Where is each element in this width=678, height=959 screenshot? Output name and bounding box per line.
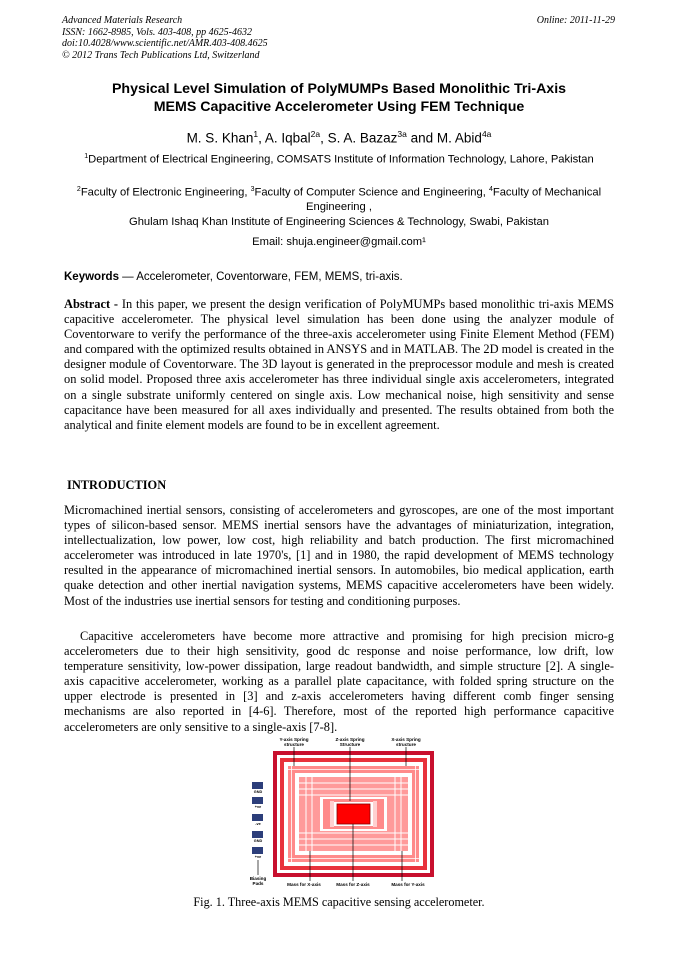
author-sup: 3a [397,129,407,139]
keywords-line [64,270,616,284]
keywords-label: Keywords [64,271,119,283]
author-name: M. S. Khan [186,130,254,146]
z-spring-left [330,801,334,827]
affiliation-sup: 3 [250,186,255,193]
label-y-spring: Y-axis Spring [279,737,309,742]
accelerometer-figure [244,735,440,890]
issn-line: ISSN: 1662-8985, Vols. 403-408, pp 4625-4632 [62,26,252,38]
author-name: M. Abid [436,130,482,146]
affiliation-sup: 2 [76,186,81,193]
label-mass-y: Mass for Y-axis [391,882,425,887]
label-y-spring-2: structure [284,742,304,747]
abstract-label: Abstract - [64,297,119,311]
author-name: A. Iqbal [264,130,311,146]
keywords-dash: — [118,271,137,283]
label-biasing-2: Pads [252,881,264,886]
pad-label-pos: +ve [254,855,262,859]
label-mass-x: Mass for X-axis [287,882,321,887]
label-x-spring-2: structure [396,742,416,747]
doi-line: doi:10.4028/www.scientific.net/AMR.403-408.4625 [62,38,268,49]
author-sup: 2a [310,129,321,139]
pad-label-gnd: GND [253,790,263,794]
intro-paragraph-2: Capacitive accelerometers have become more attractive and promising for high precision micro-g accelerometers due to their high sensitivity, good dc response and noise performance, low drift, low temperature sensitivity, low-power dissipation, large readout bandwidth, and simple structure [2]. A single-axis capacitive accelerometer, working as a parallel plate capacitance, with folded spring structure on the upper electrode is presented in [3] and z-axis accelerometers having different comb finger sensing mechanisms are also reported in [4-6]. Therefore, most of the reported high performance capacitive accelerometers are only sensitive to a single-axis [7-8]. [64,629,614,734]
affiliation-1 [66,150,612,167]
affiliation-text: Faculty of Computer Science and Engineering, [254,186,489,199]
abstract-paragraph [64,297,614,433]
affiliation-faculties [66,183,612,215]
pad-label-gnd: GND [253,839,263,843]
online-date-text: Online: 2011-11-29 [536,15,615,26]
title-line-2: MEMS Capacitive Accelerometer Using FEM Technique [153,99,525,115]
label-biasing: Biasing [249,876,267,881]
figure-caption: Fig. 1. Three-axis MEMS capacitive sensing accelerometer. [193,895,485,909]
label-z-spring-2: Structure [339,742,361,747]
label-x-spring: X-axis Spring [391,737,421,742]
title-line-1: Physical Level Simulation of PolyMUMPs Based Monolithic Tri-Axis [111,81,567,97]
author-sup: 4a [481,129,492,139]
paper-title [60,80,618,116]
z-spring-right [373,801,377,827]
affiliation-institute: Ghulam Ishaq Khan Institute of Engineering Sciences & Technology, Swabi, Pakistan [129,215,549,228]
abstract-text: In this paper, we present the design verification of PolyMUMPs based monolithic tri-axis MEMS capacitive accelerometer. The physical level simulation has been done using the analyzer module of Coventorware to verify the performance of the three-axis accelerometer using Finite Element Method (FEM) and compared with the optimized results obtained in ANSYS and in MATLAB. The 2D model is created in the designer module of Coventorware. The 3D layout is generated in the preprocessor module and mesh is created on solid model. Proposed three axis accelerometer has three individual single axis accelerometers, integrated on a single substrate uniformly centered on single axis. Low mechanical noise, high sensitivity and sense capacitance have been measured for all axes individually and presented. The results obtained from both the analytical and finite element models are found to be in excellent agreement. [64,297,614,432]
intro-paragraph-1: Micromachined inertial sensors, consisting of accelerometers and gyroscopes, are one of the most important types of silicon-based sensor. MEMS inertial sensors have the advantages of miniaturization, integration, intellectualization, low power, low cost, high reliability and batch production. The first micromachined accelerometer was introduced in late 1970's, [1] and in 1980, the rapid development of MEMS technology resulted in the appearance of micromachined inertial sensors. In automobiles, bio medical application, earth quake detection and other inertial navigation systems, MEMS capacitive accelerometers have been widely. Most of the industries use inertial sensors for testing and conditioning purposes. [64,503,614,608]
label-mass-z: Mass for Z-axis [336,882,370,887]
author-sup: 1 [253,129,259,139]
mass-z-axis [337,804,370,824]
label-z-spring: Z-axis Spring [335,737,365,742]
keywords-text: Accelerometer, Coventorware, FEM, MEMS, tri-axis. [136,271,403,283]
pad-label-neg: -ve [255,822,261,826]
journal-name: Advanced Materials Research [62,15,183,26]
affiliation-text: Faculty of Mechanical Engineering , [306,186,602,214]
affiliation-2 [66,183,612,229]
online-date [537,15,615,27]
affiliation-text: Department of Electrical Engineering, COMSATS Institute of Information Technology, Lahore, Pakistan [88,153,594,166]
journal-header [62,15,268,61]
section-heading-introduction: INTRODUCTION [67,478,167,492]
author-name: S. A. Bazaz [327,130,398,146]
affiliation-sup: 4 [488,186,493,193]
author-list: M. S. Khan$^1$, A. Iqbal$^{2a}$, S. A. Bazaz$^{3a}$ and M. Abid$^{4a}$ [186,129,492,146]
copyright-line: © 2012 Trans Tech Publications Ltd, Switzerland [62,49,260,61]
affiliation-text: Faculty of Electronic Engineering, [80,186,251,199]
contact-email: Email: shuja.engineer@gmail.com¹ [252,236,426,248]
pad-label-pos: +ve [254,805,262,809]
affiliation-sup: 1 [84,153,89,160]
